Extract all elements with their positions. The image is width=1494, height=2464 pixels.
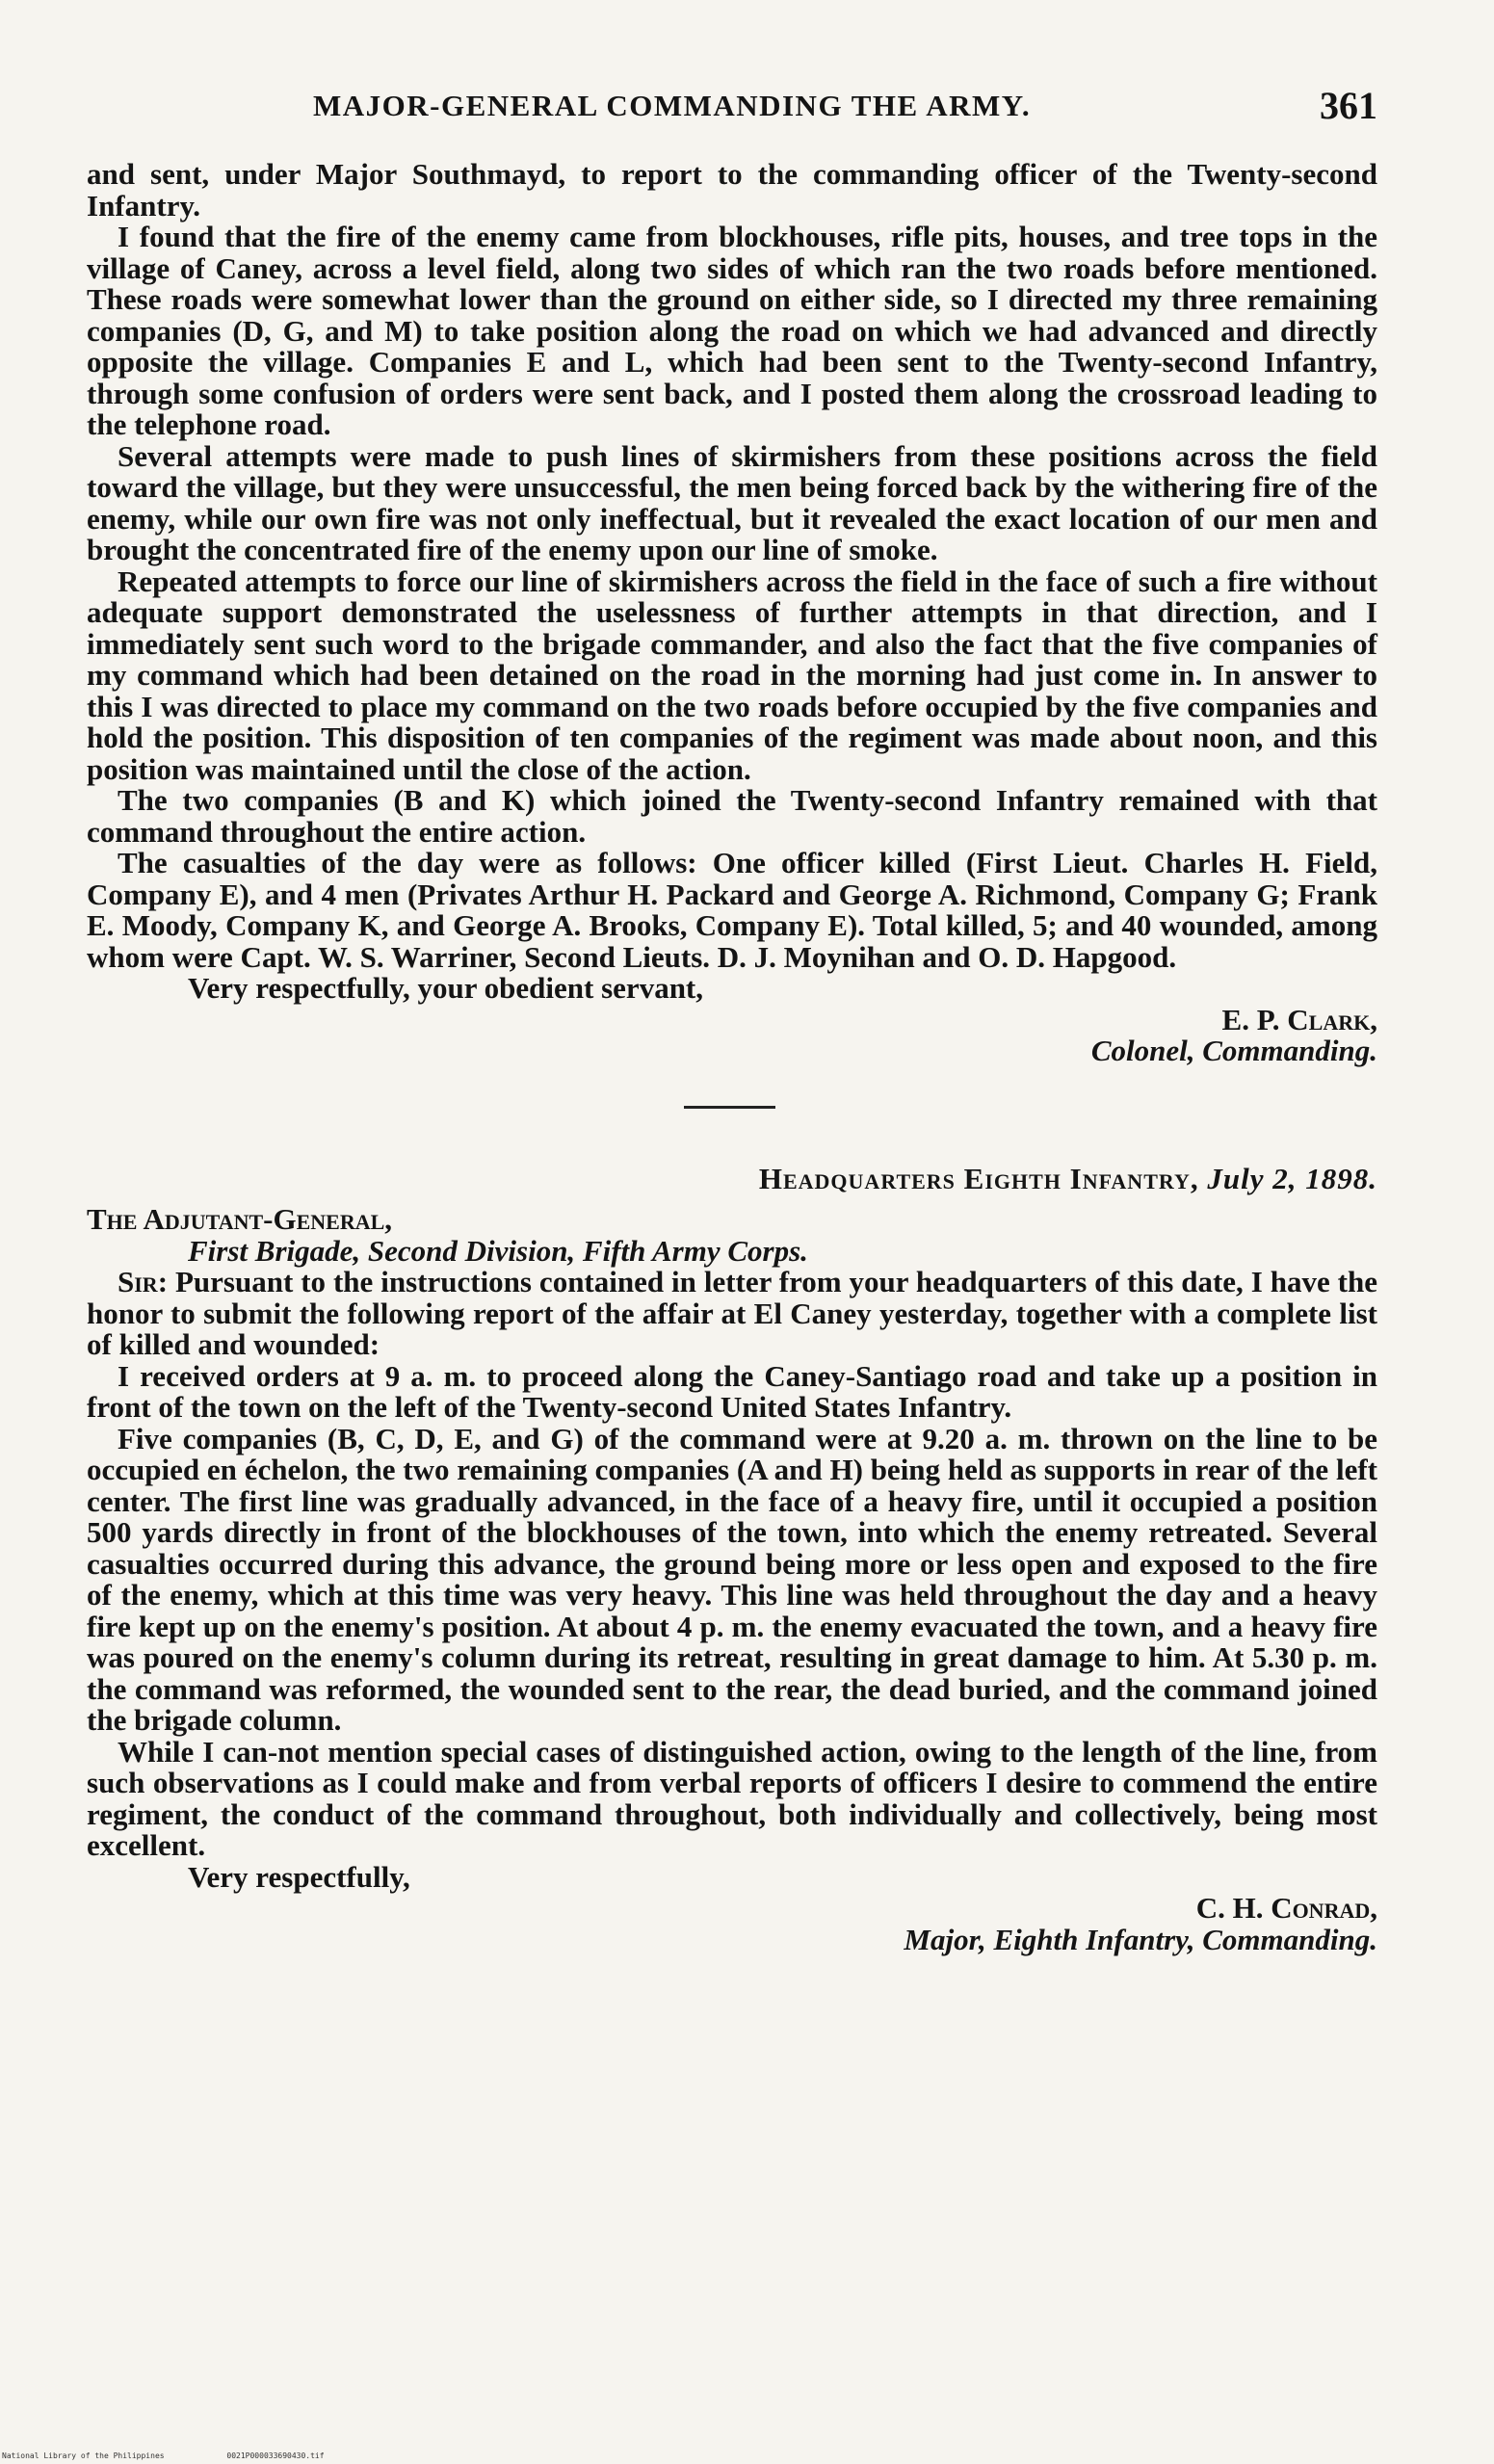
report2-salutation: Sir: — [118, 1265, 169, 1298]
section-divider — [87, 1067, 1377, 1135]
report2-signature-title: Major, Eighth Infantry, Commanding. — [904, 1922, 1377, 1956]
report1-paragraph-3: Several attempts were made to push lines of skirmishers from these positions across the field toward the village, but they were unsuccessful, the men being forced back by the withering fire of the enemy, while our own fire was not only ineffectual, but it revealed the exact location of our men and brought the concentrated fire of the enemy upon our line of smoke. — [87, 438, 1377, 566]
report1-paragraph-5: The two companies (B and K) which joined the Twenty-second Infantry remained with that command throughout the entire action. — [87, 783, 1377, 849]
report-conrad — [87, 1161, 1378, 1956]
divider-rule — [684, 1106, 775, 1109]
footer-library: National Library of the Philippines — [2, 2451, 165, 2460]
report1-paragraph-4: Repeated attempts to force our line of skirmishers across the field in the face of such a fire without adequate support demonstrated the uselessness of further attempts in that direction, and I immediately sent such word to the brigade commander, and also the fact that the five companies of my command which had been detained on the road in the morning had just come in. In answer to this I was directed to place my command on the two roads before occupied by the five companies and hold the position. This disposition of ten companies of the regiment was made about noon, and this position was maintained until the close of the action. — [87, 564, 1377, 786]
report-clark — [87, 159, 1377, 1067]
report2-heading — [87, 1161, 1377, 1195]
report1-paragraph-2: I found that the fire of the enemy came from blockhouses, rifle pits, houses, and tree tops in the village of Caney, across a level field, along two sides of which ran the two roads before mentioned. These roads were somewhat lower than the ground on either side, so I directed my three remaining companies (D, G, and M) to take position along the road on which we had advanced and directly opposite the village. Companies E and L, which had been sent to the Twenty-second Infantry, through some confusion of orders were sent back, and I posted them along the crossroad leading to the telephone road. — [87, 220, 1377, 441]
report2-paragraph-2: I received orders at 9 a. m. to proceed along the Caney-Santiago road and take up a position in front of the town on the left of the Twenty-second United States Infantry. — [87, 1358, 1377, 1424]
report1-closing: Very respectfully, your obedient servant, — [188, 971, 704, 1005]
footer-file: 0021P000033690430.tif — [226, 2451, 325, 2460]
report1-paragraph-1: and sent, under Major Southmayd, to report to the commanding officer of the Twenty-second Infantry. — [87, 157, 1377, 223]
report2-paragraph-3: Five companies (B, C, D, E, and G) of the command were at 9.20 a. m. thrown on the line to be occupied en échelon, the two remaining companies (A and H) being held as supports in rear of the left center. The first line was gradually advanced, in the face of a heavy fire, until it occupied a position 500 yards directly in front of the blockhouses of the town, into which the enemy retreated. Several casualties occurred during this advance, the ground being more or less open and exposed to the fire of the enemy, which at this time was very heavy. This line was held throughout the day and a heavy fire kept up on the enemy's position. At about 4 p. m. the enemy evacuated the town, and a heavy fire was poured on the enemy's column during its retreat, resulting in great damage to him. At 5.30 p. m. the command was reformed, the wounded sent to the rear, the dead buried, and the command joined the brigade column. — [87, 1421, 1377, 1737]
report2-heading-org: Headquarters Eighth Infantry, — [758, 1161, 1199, 1195]
report1-signature-title: Colonel, Commanding. — [1090, 1034, 1377, 1067]
page-body — [87, 159, 1377, 1955]
scan-footer — [2, 2451, 382, 2460]
running-title: MAJOR-GENERAL COMMANDING THE ARMY. — [313, 89, 1032, 122]
running-head — [87, 83, 1377, 129]
page-number: 361 — [1320, 84, 1377, 127]
report2-closing: Very respectfully, — [188, 1859, 410, 1894]
report2-subaddress: First Brigade, Second Division, Fifth Army Corps. — [188, 1233, 808, 1268]
report2-signature: C. H. Conrad, — [1195, 1891, 1377, 1925]
report2-addressee: The Adjutant-General, — [87, 1202, 393, 1236]
report2-paragraph-4: While I can-not mention special cases of distinguished action, owing to the length of the line, from such observations as I could make and from verbal reports of officers I desire to commend the entire regiment, the conduct of the command throughout, both individually and collectively, being most excellent. — [87, 1734, 1377, 1862]
report1-paragraph-6: The casualties of the day were as follows: One officer killed (First Lieut. Charles H. Field, Company E), and 4 men (Privates Arthur H. Packard and George A. Richmond, Company G; Frank E. Moody, Company K, and George A. Brooks, Company E). Total killed, 5; and 40 wounded, among whom were Capt. W. S. Warriner, Second Lieuts. D. J. Moynihan and O. D. Hapgood. — [87, 846, 1377, 974]
report1-signature: E. P. Clark, — [1221, 1002, 1377, 1036]
report2-paragraph-1: Sir: Pursuant to the instructions contained in letter from your headquarters of this date, I have the honor to submit the following report of the affair at El Caney yesterday, together with a complete list of killed and wounded: — [87, 1265, 1378, 1361]
report2-heading-date: July 2, 1898. — [1207, 1161, 1377, 1195]
